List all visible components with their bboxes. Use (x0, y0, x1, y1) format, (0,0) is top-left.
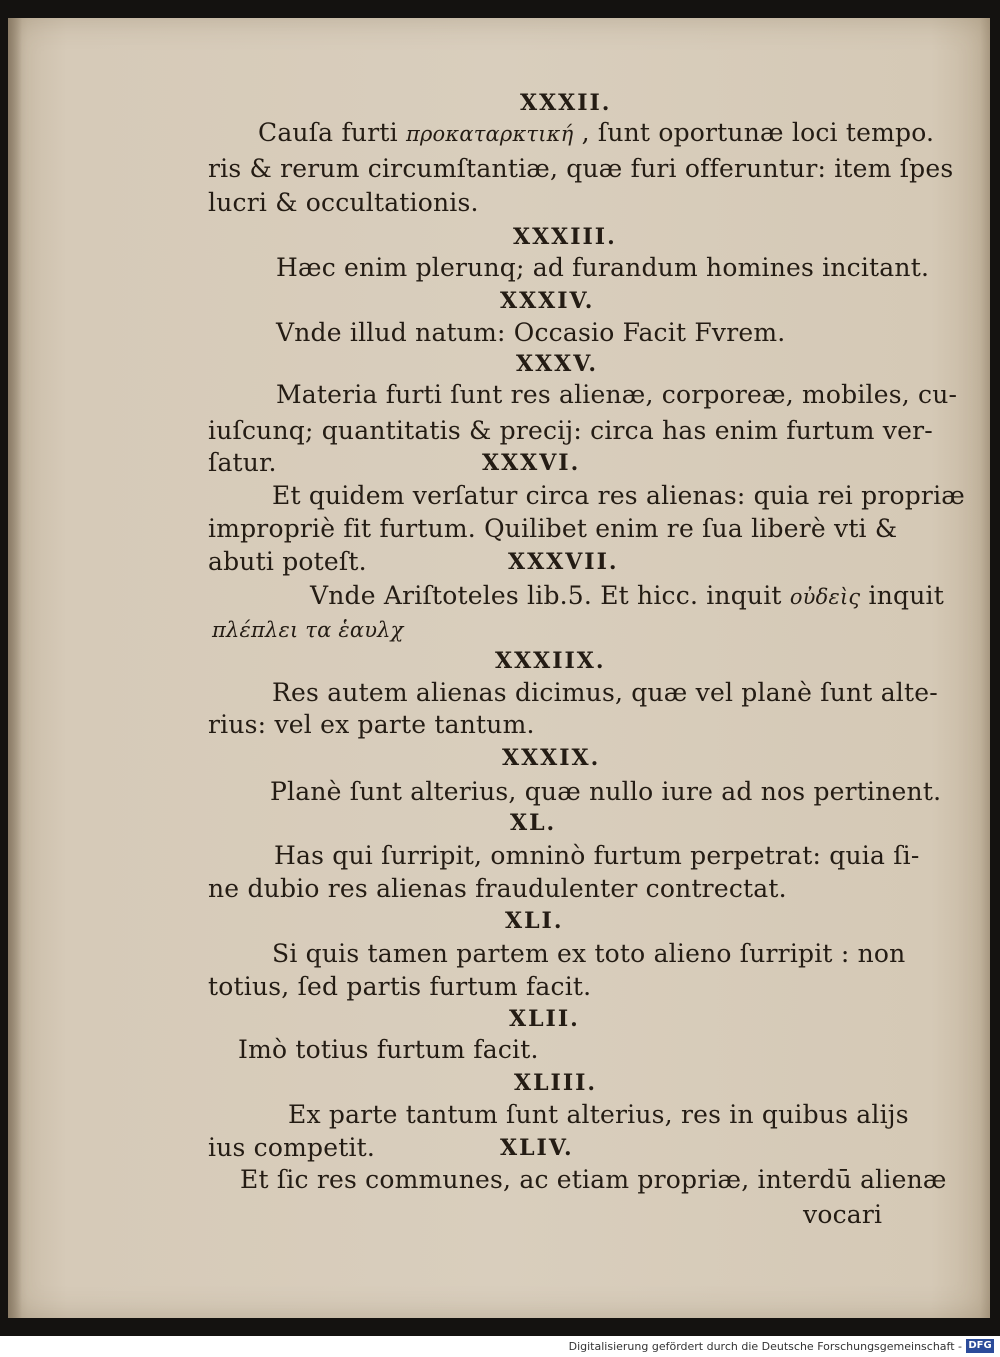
greek-word: προκαταρκτική (405, 122, 574, 146)
text-line: lucri & occultationis. (208, 188, 479, 217)
section-number: XLIII. (514, 1070, 598, 1096)
text-line: ris & rerum circumſtantiæ, quæ furi offeruntur: item ſpes (208, 154, 954, 183)
text-fragment: Cauſa furti (258, 118, 398, 147)
footer-credit: Digitalisierung gefördert durch die Deutsche Forschungsgemeinschaft - (568, 1340, 962, 1353)
greek-word: οὐδεὶς (789, 585, 861, 609)
section-number: XXXIV. (500, 288, 595, 314)
text-line: Ex parte tantum ſunt alterius, res in quibus alijs (288, 1100, 909, 1129)
text-fragment: ius competit. (208, 1133, 376, 1162)
text-fragment: ſatur. (208, 448, 277, 477)
text-line: Imò totius furtum facit. (238, 1035, 539, 1064)
text-line: Res autem alienas dicimus, quæ vel planè ſunt alte- (272, 678, 938, 707)
text-line (208, 547, 367, 577)
section-number: XLI. (505, 908, 564, 934)
section-number: XXXIX. (502, 745, 601, 771)
text-line: ne dubio res alienas fraudulenter contrectat. (208, 874, 787, 903)
greek-line: πλέπλει τα ἑαυλχ (212, 618, 404, 642)
book-page (8, 18, 990, 1318)
text-line: Hæc enim plerunq; ad furandum homines incitant. (276, 253, 930, 282)
text-line: Vnde illud natum: Occasio Facit Fvrem. (276, 318, 786, 347)
text-line: Materia furti ſunt res alienæ, corporeæ, mobiles, cu- (276, 380, 958, 409)
text-line: iuſcunq; quantitatis & precij: circa has enim furtum ver- (208, 416, 933, 445)
text-line: impropriè fit furtum. Quilibet enim re ſua liberè vti & (208, 514, 898, 543)
text-line (208, 1133, 375, 1163)
catchword: vocari (803, 1200, 883, 1229)
section-number: XXXVI. (482, 450, 581, 476)
text-line (258, 118, 934, 149)
text-line: Has qui ſurripit, omninò furtum perpetrat: quia ſi- (274, 841, 920, 870)
text-line: Planè ſunt alterius, quæ nullo iure ad nos pertinent. (270, 777, 942, 806)
section-number: XLIV. (500, 1135, 574, 1161)
text-fragment: abuti poteſt. (208, 547, 367, 576)
page-text-block (8, 18, 990, 1318)
section-number: XXXII. (520, 90, 612, 116)
section-number: XXXIIX. (495, 648, 606, 674)
text-line: totius, ſed partis furtum facit. (208, 972, 592, 1001)
text-fragment: inquit (868, 581, 944, 610)
text-line: Si quis tamen partem ex toto alieno ſurripit : non (272, 939, 906, 968)
section-number: XLII. (509, 1006, 580, 1032)
text-line: Et quidem verſatur circa res alienas: quia rei propriæ (272, 481, 965, 510)
section-number: XXXVII. (508, 549, 619, 575)
text-line (208, 448, 277, 478)
text-line (310, 581, 944, 612)
footer-bar (0, 1336, 1000, 1357)
text-line: Et ſic res communes, ac etiam propriæ, interdū alienæ (240, 1165, 947, 1194)
text-line: rius: vel ex parte tantum. (208, 710, 535, 739)
dfg-logo-icon: DFG (966, 1339, 994, 1353)
section-number: XXXIII. (513, 224, 617, 250)
text-fragment: , ſunt oportunæ loci tempo. (581, 118, 935, 147)
text-fragment: Vnde Ariſtoteles lib.5. Et hicc. inquit (310, 581, 782, 610)
section-number: XL. (510, 810, 557, 836)
section-number: XXXV. (516, 351, 599, 377)
